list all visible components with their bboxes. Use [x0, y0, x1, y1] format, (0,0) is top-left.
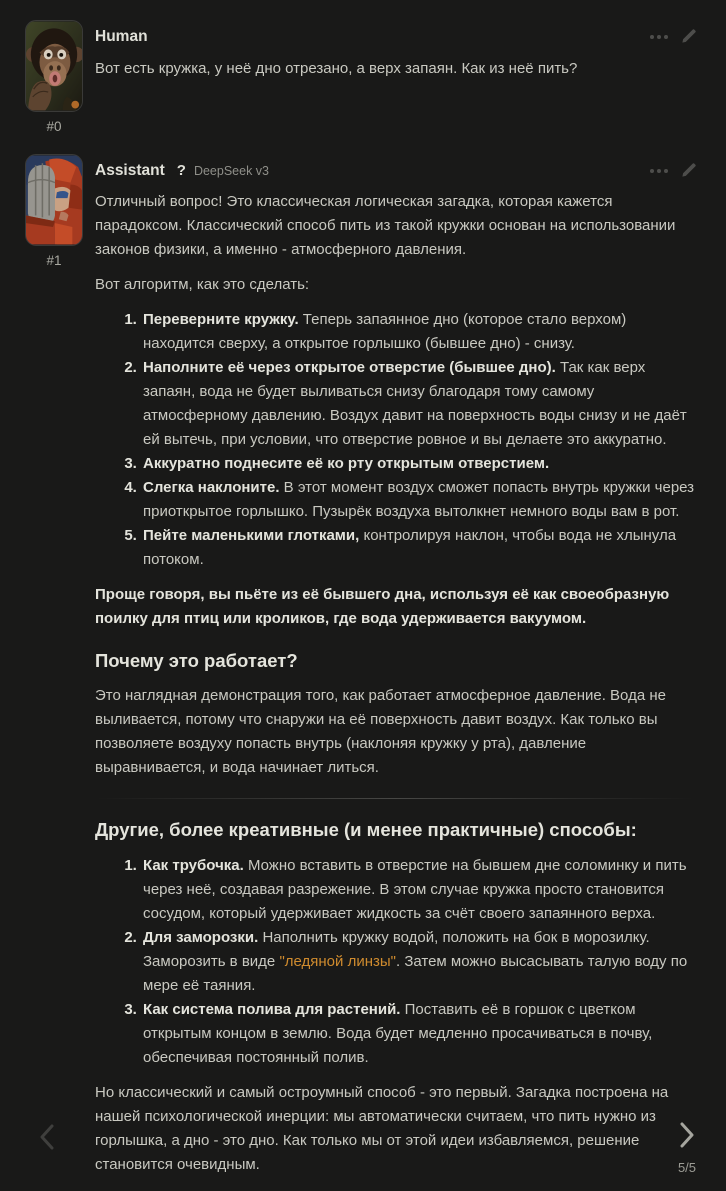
divider [97, 798, 694, 799]
message-header [95, 154, 696, 184]
edit-message-icon[interactable] [680, 163, 696, 179]
list-item: 4. Слегка наклоните. В этот момент воздух сможет попасть внутрь кружки через приоткрытое горлышко. Пузырёк воздуха вытолкнет немного воды вам в рот. [141, 476, 696, 524]
message-text [95, 57, 696, 81]
why-heading: Почему это работает? [95, 650, 298, 672]
chevron-left-icon [36, 1122, 58, 1152]
quoted-phrase: "ледяной линзы" [279, 953, 396, 971]
chimpanzee-image [26, 21, 82, 111]
more-options-icon[interactable] [650, 31, 668, 43]
list-item: 1. Как трубочка. Можно вставить в отверстие на бывшем дне соломинку и пить через неё, создавая разрежение. В этом случае кружка просто становится сосудом, который удерживает жидкость за счёт своего запаянного верха. [141, 854, 696, 926]
swipe-right-button[interactable] [670, 1120, 704, 1179]
human-avatar[interactable] [25, 20, 83, 112]
message-human [25, 20, 696, 138]
swipe-counter: 5/5 [677, 1160, 697, 1175]
algorithm-lead: Вот алгоритм, как это сделать: [95, 276, 310, 294]
algorithm-steps-list [95, 308, 696, 572]
human-question: Вот есть кружка, у неё дно отрезано, а верх запаян. Как из неё пить? [95, 59, 578, 77]
author-name: Assistant [95, 161, 165, 179]
message-id: #0 [46, 119, 62, 134]
outro-paragraph: Но классический и самый остроумный способ - это первый. Загадка построена на нашей психологической инерции: мы автоматически считаем, что пить нужно из горлышка, а дно - это дно. Как только мы от этой идеи избавляемся, решение становится очевидным. [95, 1084, 669, 1174]
chevron-right-icon [676, 1120, 698, 1150]
message-header [95, 20, 696, 50]
message-id: #1 [46, 252, 62, 268]
summary-paragraph: Проще говоря, вы пьёте из её бывшего дна, используя её как своеобразную поилку для птиц или кроликов, где вода удерживается вакуумом. [95, 586, 670, 628]
alternatives-list [95, 854, 696, 1070]
assistant-avatar[interactable] [25, 154, 83, 246]
more-options-icon[interactable] [650, 165, 668, 177]
list-item: 1. Переверните кружку. Теперь запаянное дно (которое стало верхом) находится сверху, а открытое горлышко (бывшее дно) - снизу. [141, 308, 696, 356]
list-item: 5. Пейте маленькими глотками, контролируя наклон, чтобы вода не хлынула потоком. [141, 524, 696, 572]
avatar-column [25, 154, 83, 1178]
model-name: DeepSeek v3 [193, 163, 270, 178]
alternatives-heading: Другие, более креативные (и менее практичные) способы: [95, 819, 637, 841]
message-text [95, 190, 696, 1177]
edit-message-icon[interactable] [680, 29, 696, 45]
list-item: 2. Наполните её через открытое отверстие (бывшее дно). Так как верх запаян, вода не будет выливаться снизу благодаря тому самому атмосферному давлению. Воздух давит на поверхность воды снизу и не даёт ей вытечь, при условии, что отверстие ровное и вы делаете это аккуратно. [141, 356, 696, 452]
swipe-left-button[interactable] [36, 1122, 58, 1160]
list-item: 3. Аккуратно поднесите её ко рту открытым отверстием. [141, 452, 696, 476]
author-name: Human [95, 28, 148, 45]
why-paragraph: Это наглядная демонстрация того, как работает атмосферное давление. Вода не выливается, потому что снаружи на её поверхность давит воздух. Как только вы позволяете воздуху попасть внутрь (наклоняя кружку у рта), давление выравнивается, и вода начинает литься. [95, 687, 666, 777]
robot-facepalm-image [26, 155, 82, 245]
list-item: 3. Как система полива для растений. Поставить её в горшок с цветком открытым концом в землю. Вода будет медленно просачиваться в почву, обеспечивая постоянный полив. [141, 998, 696, 1070]
prompt-info-icon[interactable]: ? [176, 161, 186, 179]
list-item: 2. Для заморозки. Наполнить кружку водой, положить на бок в морозилку. Заморозить в виде "ледяной линзы". Затем можно высасывать талую воду по мере её таяния. [141, 926, 696, 998]
message-assistant [25, 154, 696, 1178]
avatar-column [25, 20, 83, 138]
intro-paragraph: Отличный вопрос! Это классическая логическая загадка, которая кажется парадоксом. Классический способ пить из такой кружки основан на использовании законов физики, а именно - атмосферного давления. [95, 193, 676, 259]
